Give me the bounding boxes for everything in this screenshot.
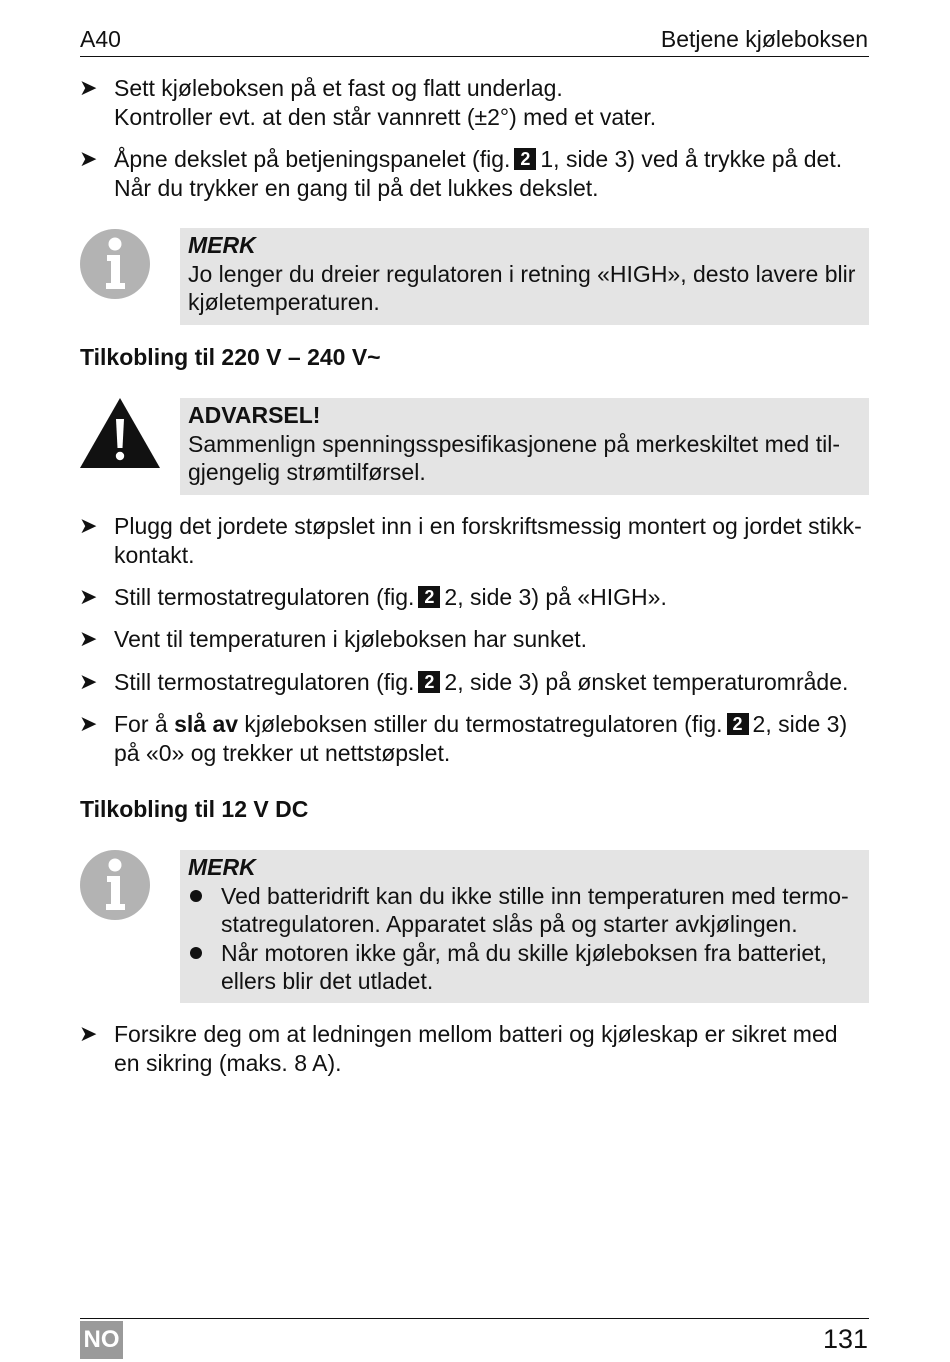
figure-badge: 2 bbox=[418, 586, 440, 608]
note-title: MERK bbox=[188, 232, 256, 258]
arrow-icon: ➤ bbox=[79, 513, 98, 538]
language-badge: NO bbox=[80, 1321, 123, 1359]
figure-badge: 2 bbox=[727, 713, 749, 735]
header-right: Betjene kjøleboksen bbox=[660, 26, 868, 52]
step-plug-in: Plugg det jordete støpslet inn i en forskriftsmessig montert og jordet stikk- kontakt. bbox=[114, 513, 862, 568]
arrow-icon: ➤ bbox=[79, 584, 98, 609]
header-rule bbox=[80, 56, 869, 57]
warning-box: ADVARSEL! Sammenlign spenningsspesifikasjonene på merkeskiltet med til- gjengelig strømtilførsel. bbox=[180, 398, 869, 495]
step-switch-off: For å slå av kjøleboksen stiller du termostatregulatoren (fig. 2 2, side 3) på «0» og trekker ut nettstøpslet. bbox=[114, 711, 848, 766]
header-left: A40 bbox=[80, 26, 121, 52]
arrow-icon: ➤ bbox=[79, 75, 98, 100]
step-level: Sett kjøleboksen på et fast og flatt underlag. Kontroller evt. at den står vannrett (±2°) med et vater. bbox=[114, 75, 657, 130]
warning-title: ADVARSEL! bbox=[188, 402, 321, 428]
figure-badge: 2 bbox=[514, 148, 536, 170]
list-item: Ved batteridrift kan du ikke stille inn temperaturen med termo- statregulatoren. Apparatet slås på og starter avkjølingen. bbox=[188, 882, 863, 939]
step-set-range: Still termostatregulatoren (fig. 2 2, side 3) på ønsket temperaturområde. bbox=[114, 669, 849, 695]
bullet-dot-icon bbox=[190, 947, 202, 959]
figure-badge: 2 bbox=[418, 671, 440, 693]
note-box: MERK Jo lenger du dreier regulatoren i retning «HIGH», desto lavere blir kjøletemperaturen. bbox=[180, 228, 869, 325]
page-number: 131 bbox=[822, 1324, 868, 1354]
bullet-dot-icon bbox=[190, 890, 202, 902]
arrow-icon: ➤ bbox=[79, 626, 98, 651]
step-open-cover: Åpne dekslet på betjeningspanelet (fig. 2 1, side 3) ved å trykke på det. Når du trykker en gang til på det lukkes dekslet. bbox=[114, 146, 843, 201]
footer-rule bbox=[80, 1318, 869, 1319]
arrow-icon: ➤ bbox=[79, 711, 98, 736]
section-title-220v: Tilkobling til 220 V – 240 V~ bbox=[80, 344, 381, 370]
info-icon bbox=[80, 229, 150, 299]
arrow-icon: ➤ bbox=[79, 669, 98, 694]
note-bullet-list bbox=[188, 882, 863, 996]
info-icon bbox=[80, 850, 150, 920]
section-title-12v: Tilkobling til 12 V DC bbox=[80, 796, 309, 822]
arrow-icon: ➤ bbox=[79, 1021, 98, 1046]
arrow-icon: ➤ bbox=[79, 146, 98, 171]
note-title: MERK bbox=[188, 854, 256, 880]
list-item: Når motoren ikke går, må du skille kjøleboksen fra batteriet, ellers blir det utladet. bbox=[188, 939, 863, 996]
step-set-high: Still termostatregulatoren (fig. 2 2, side 3) på «HIGH». bbox=[114, 584, 667, 610]
note-box bbox=[180, 850, 869, 1003]
step-fuse: Forsikre deg om at ledningen mellom batteri og kjøleskap er sikret med en sikring (maks. 8 A). bbox=[114, 1021, 838, 1076]
step-wait: Vent til temperaturen i kjøleboksen har sunket. bbox=[114, 626, 588, 652]
warning-icon bbox=[79, 397, 161, 469]
